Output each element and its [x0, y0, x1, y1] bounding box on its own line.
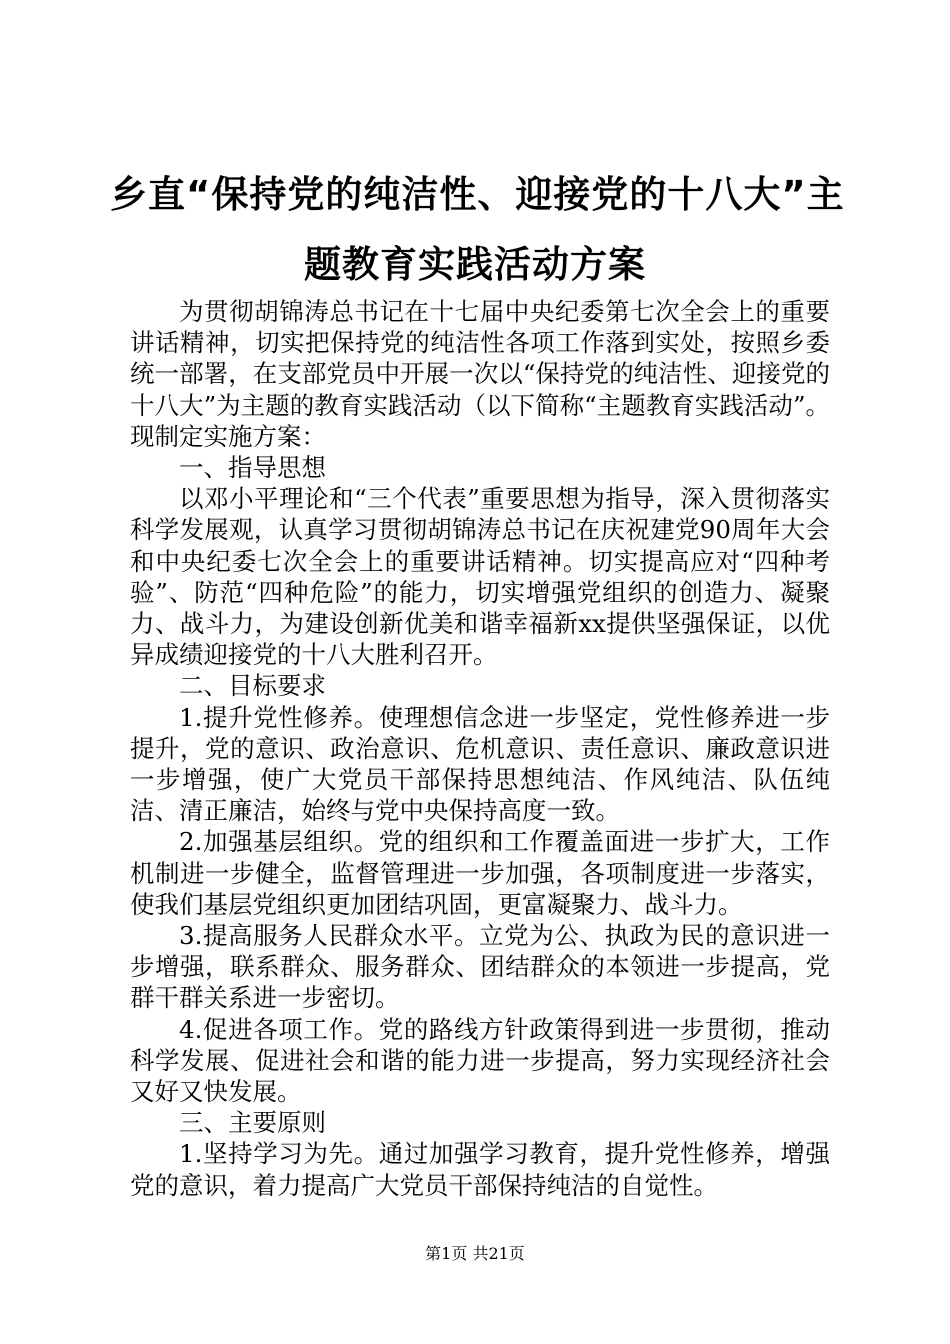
section-heading-guiding-ideology: 一、指导思想	[179, 453, 326, 483]
goal-item-3: 3.提高服务人民群众水平。立党为公、执政为民的意识进一步增强，联系群众、服务群众、团结群众的本领进一步提高，党群干群关系进一步密切。	[130, 921, 830, 1013]
principle-item-1: 1.坚持学习为先。通过加强学习教育，提升党性修养，增强党的意识，着力提高广大党员干部保持纯洁的自觉性。	[130, 1139, 830, 1200]
title-line-2: 题教育实践活动方案	[304, 243, 646, 286]
goal-item-1: 1.提升党性修养。使理想信念进一步坚定，党性修养进一步提升，党的意识、政治意识、危机意识、责任意识、廉政意识进一步增强，使广大党员干部保持思想纯洁、作风纯洁、队伍纯洁、清正廉洁，始终与党中央保持高度一致。	[130, 702, 830, 826]
goal-item-2: 2.加强基层组织。党的组织和工作覆盖面进一步扩大，工作机制进一步健全，监督管理进一步加强，各项制度进一步落实，使我们基层党组织更加团结巩固，更富凝聚力、战斗力。	[130, 827, 830, 919]
title-line-1: 乡直“保持党的纯洁性、迎接党的十八大”主	[110, 173, 845, 216]
page-indicator: 第1页 共21页	[425, 1244, 525, 1263]
section-heading-goals: 二、目标要求	[179, 671, 326, 701]
goal-item-4: 4.促进各项工作。党的路线方针政策得到进一步贯彻，推动科学发展、促进社会和谐的能力进一步提高，努力实现经济社会又好又快发展。	[130, 1014, 830, 1107]
guiding-ideology-paragraph: 以邓小平理论和“三个代表”重要思想为指导，深入贯彻落实科学发展观，认真学习贯彻胡锦涛总书记在庆祝建党90周年大会和中央纪委七次全会上的重要讲话精神。切实提高应对“四种考验”、防范“四种危险”的能力，切实增强党组织的创造力、凝聚力、战斗力，为建设创新优美和谐幸福新xx提供坚强保证，以优异成绩迎接党的十八大胜利召开。	[130, 484, 830, 670]
intro-paragraph: 为贯彻胡锦涛总书记在十七届中央纪委第七次全会上的重要讲话精神，切实把保持党的纯洁性各项工作落到实处，按照乡委统一部署，在支部党员中开展一次以“保持党的纯洁性、迎接党的十八大”为主题的教育实践活动（以下简称“主题教育实践活动”。现制定实施方案：	[130, 297, 830, 451]
page-footer	[0, 1243, 950, 1265]
document-title	[110, 160, 845, 300]
section-heading-principles: 三、主要原则	[179, 1108, 326, 1138]
document-body	[130, 296, 830, 1201]
